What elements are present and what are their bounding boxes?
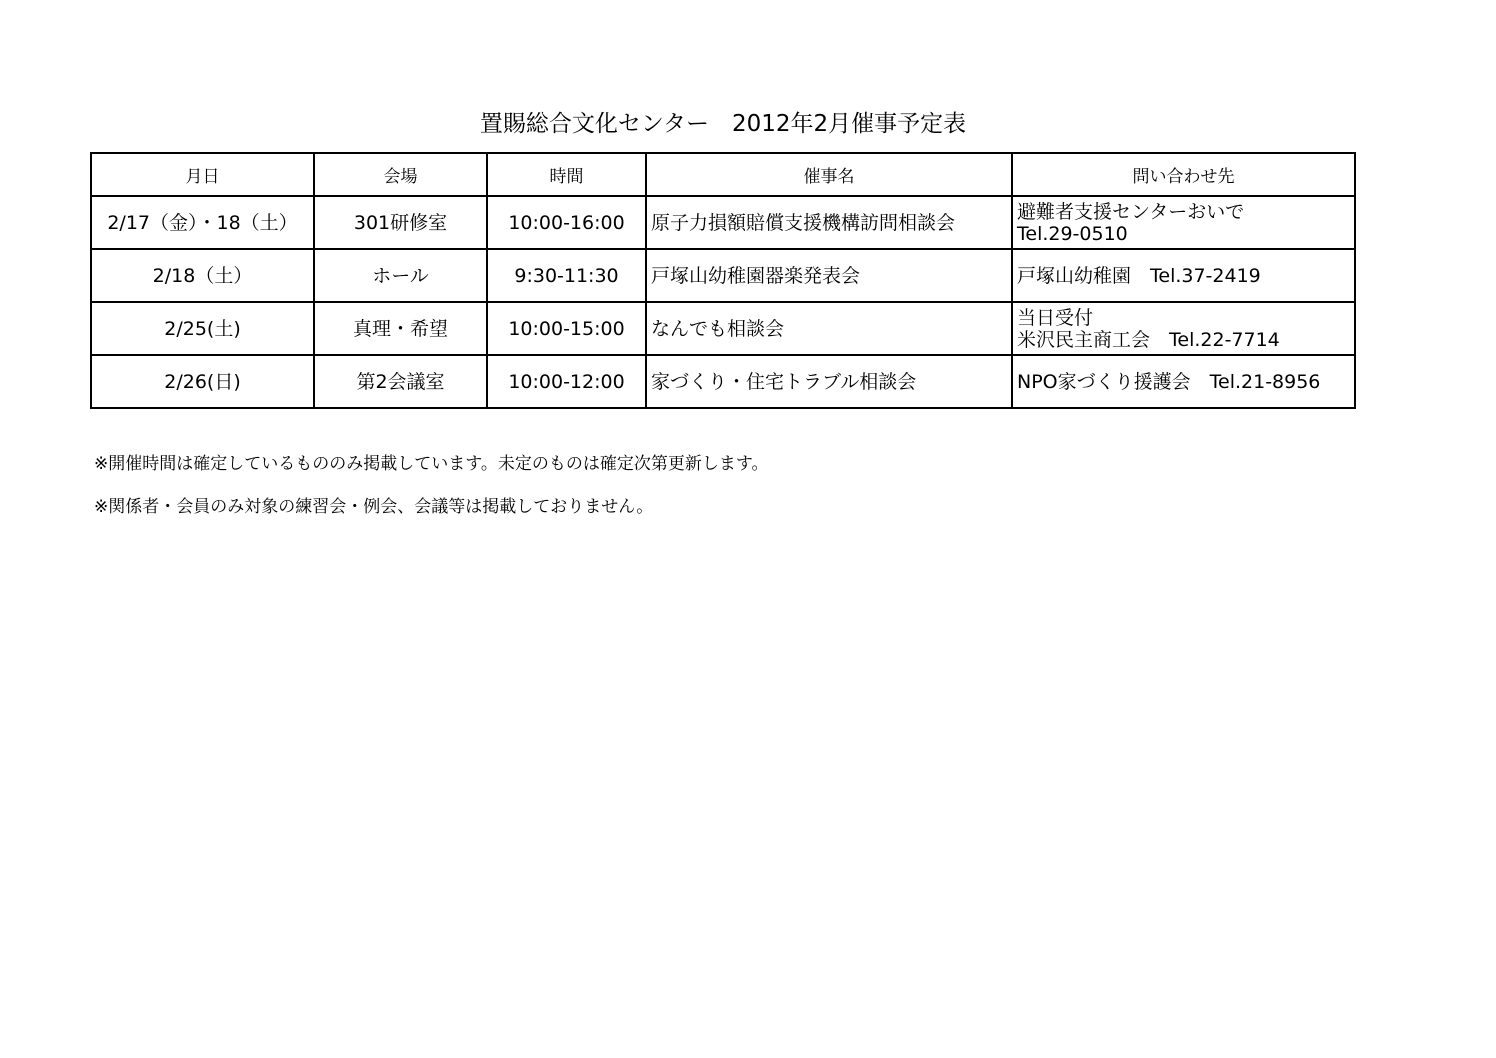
column-header-event: 催事名 — [646, 153, 1012, 196]
table-header-row — [91, 153, 1355, 196]
cell-venue: 第2会議室 — [314, 355, 487, 408]
cell-time: 10:00-15:00 — [487, 302, 646, 355]
note-opening-hours: ※開催時間は確定しているもののみ掲載しています。未定のものは確定次第更新します。 — [94, 454, 769, 474]
cell-venue: 真理・希望 — [314, 302, 487, 355]
cell-event: 家づくり・住宅トラブル相談会 — [646, 355, 1012, 408]
contact-line: 避難者支援センターおいで — [1017, 200, 1245, 223]
contact-line: NPO家づくり援護会 Tel.21-8956 — [1017, 370, 1321, 393]
table-row — [91, 196, 1355, 249]
page-title: 置賜総合文化センター 2012年2月催事予定表 — [479, 111, 967, 137]
cell-venue: ホール — [314, 249, 487, 302]
note-private-events: ※関係者・会員のみ対象の練習会・例会、会議等は掲載しておりません。 — [94, 497, 654, 517]
contact-line: Tel.29-0510 — [1017, 222, 1128, 245]
cell-contact — [1012, 355, 1355, 408]
cell-venue: 301研修室 — [314, 196, 487, 249]
cell-time: 10:00-16:00 — [487, 196, 646, 249]
column-header-venue: 会場 — [314, 153, 487, 196]
cell-contact — [1012, 302, 1355, 355]
cell-contact — [1012, 196, 1355, 249]
cell-event: 戸塚山幼稚園器楽発表会 — [646, 249, 1012, 302]
cell-contact — [1012, 249, 1355, 302]
contact-line: 米沢民主商工会 Tel.22-7714 — [1017, 328, 1280, 351]
column-header-time: 時間 — [487, 153, 646, 196]
cell-event: なんでも相談会 — [646, 302, 1012, 355]
table-row — [91, 249, 1355, 302]
cell-event: 原子力損額賠償支援機構訪問相談会 — [646, 196, 1012, 249]
table-row — [91, 355, 1355, 408]
cell-time: 9:30-11:30 — [487, 249, 646, 302]
cell-time: 10:00-12:00 — [487, 355, 646, 408]
cell-date: 2/25(土) — [91, 302, 314, 355]
cell-date: 2/26(日) — [91, 355, 314, 408]
table-row — [91, 302, 1355, 355]
cell-date: 2/18（土） — [91, 249, 314, 302]
cell-date: 2/17（金）・18（土） — [91, 196, 314, 249]
event-schedule-table — [90, 152, 1356, 409]
column-header-date: 月日 — [91, 153, 314, 196]
contact-line: 当日受付 — [1017, 306, 1094, 329]
contact-line: 戸塚山幼稚園 Tel.37-2419 — [1017, 264, 1261, 287]
column-header-contact: 問い合わせ先 — [1012, 153, 1355, 196]
